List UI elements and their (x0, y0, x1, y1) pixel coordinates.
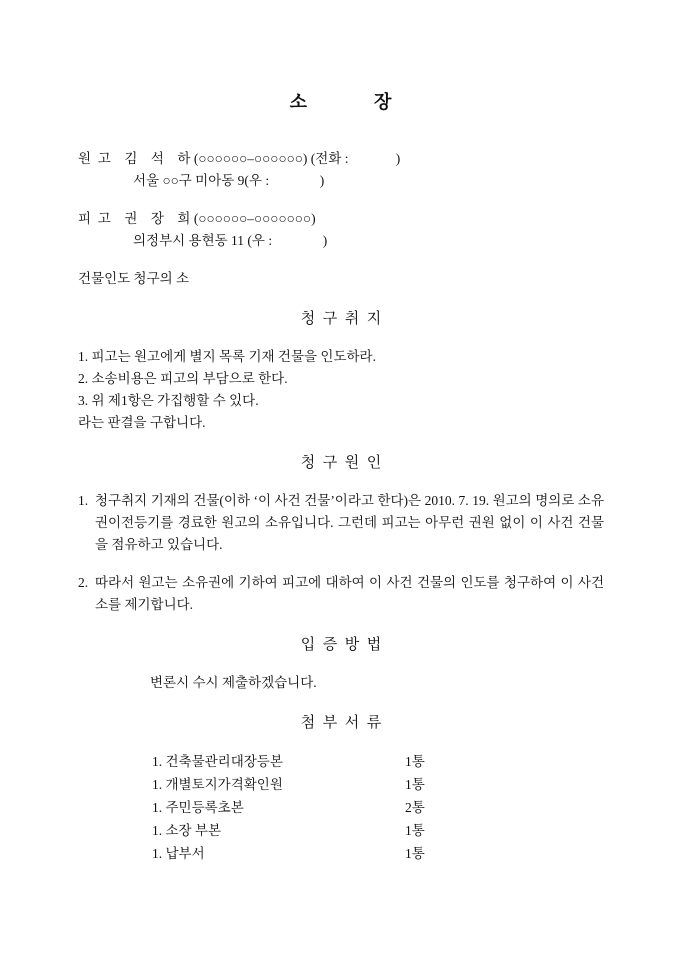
case-name: 건물인도 청구의 소 (78, 271, 190, 286)
attachment-name: 1. 소장 부본 (152, 823, 222, 838)
attachments-heading: 첨 부 서 류 (300, 715, 382, 731)
claim-heading: 청 구 취 지 (300, 311, 382, 327)
claim-item-1: 1. 피고는 원고에게 별지 목록 기재 건물을 인도하라. (78, 349, 376, 364)
attachment-row (78, 750, 604, 773)
attachment-name: 1. 납부서 (152, 846, 205, 861)
paragraph-text: 따라서 원고는 소유권에 기하여 피고에 대하여 이 사건 건물의 인도를 청구하여 이 사건 소를 제기합니다. (95, 575, 604, 612)
attachment-name: 1. 주민등록초본 (152, 800, 244, 815)
cause-heading: 청 구 원 인 (300, 455, 382, 471)
evidence-body: 변론시 수시 제출하겠습니다. (150, 675, 317, 690)
attachment-name: 1. 건축물관리대장등본 (152, 754, 283, 769)
attachment-row (78, 819, 604, 842)
claim-items (78, 346, 604, 434)
attachment-row (78, 773, 604, 796)
attachment-row (78, 796, 604, 819)
defendant-block (78, 208, 604, 252)
defendant-name-line: 피 고 권 장 희 (○○○○○○–○○○○○○○) (78, 211, 316, 226)
attachment-count: 1통 (405, 754, 425, 769)
plaintiff-address-line: 서울 ○○구 미아동 9(우 : ) (133, 173, 325, 188)
claim-item-3: 3. 위 제1항은 가집행할 수 있다. (78, 393, 259, 408)
document-title: 소 장 (289, 92, 393, 112)
plaintiff-name-line: 원 고 김 석 하 (○○○○○○–○○○○○○) (전화 : ) (78, 151, 401, 166)
cause-paragraph-1 (78, 490, 604, 556)
evidence-heading: 입 증 방 법 (300, 637, 382, 653)
claim-item-2: 2. 소송비용은 피고의 부담으로 한다. (78, 371, 288, 386)
attachment-count: 1통 (405, 777, 425, 792)
attachment-row (78, 842, 604, 865)
attachment-count: 1통 (405, 823, 425, 838)
attachment-count: 1통 (405, 846, 425, 861)
claim-closing: 라는 판결을 구합니다. (78, 415, 206, 430)
cause-paragraph-2 (78, 572, 604, 616)
attachments-list (78, 750, 604, 865)
attachment-name: 1. 개별토지가격확인원 (152, 777, 283, 792)
plaintiff-block (78, 148, 604, 192)
defendant-address-line: 의정부시 용현동 11 (우 : ) (133, 233, 328, 248)
paragraph-text: 청구취지 기재의 건물(이하 ‘이 사건 건물’이라고 한다)은 2010. 7. 19. 원고의 명의로 소유권이전등기를 경료한 원고의 소유입니다. 그런데 피고는 아무런 권원 없이 이 사건 건물을 점유하고 있습니다. (95, 493, 604, 552)
attachment-count: 2통 (405, 800, 425, 815)
paragraph-number: 1. (78, 493, 89, 508)
paragraph-number: 2. (78, 575, 89, 590)
